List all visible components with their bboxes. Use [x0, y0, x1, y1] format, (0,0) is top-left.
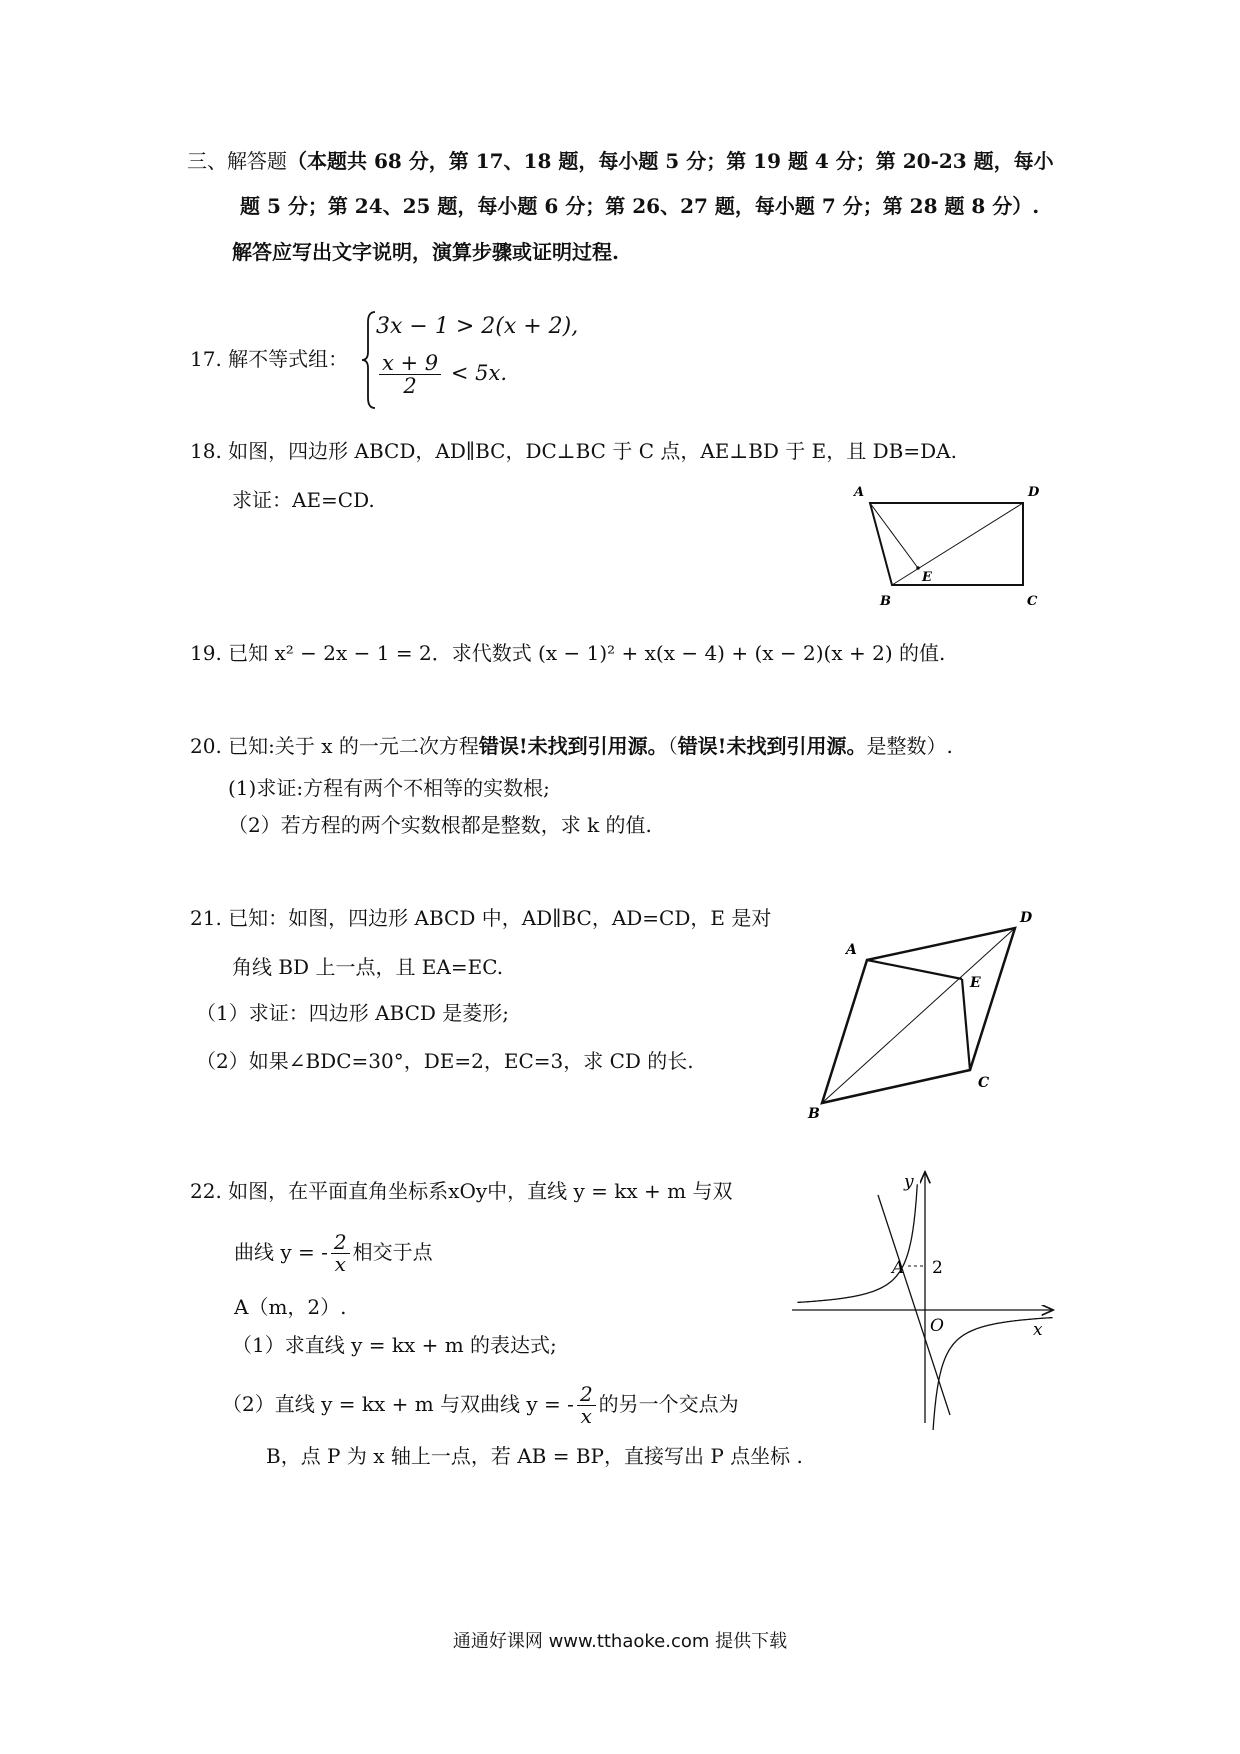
q22-label-o: O — [930, 1316, 944, 1336]
q18-statement: 18. 如图，四边形 ABCD，AD∥BC，DC⊥BC 于 C 点，AE⊥BD 于 E，且 DB=DA. — [190, 439, 957, 463]
q22-statement-line2 — [234, 1232, 433, 1275]
q18-label-e: E — [922, 570, 932, 585]
q22-fraction-numerator: 2 — [331, 1232, 350, 1254]
q20-error-ref-1: 错误!未找到引用源。 — [478, 734, 668, 758]
q18-label-b: B — [880, 594, 891, 609]
section-heading-scoring: （本题共 68 分，第 17、18 题，每小题 5 分；第 19 题 4 分；第 20-23 题，每小 — [287, 149, 1054, 173]
q22-part1: （1）求直线 y = kx + m 的表达式; — [232, 1333, 557, 1357]
q20-text-c: 是整数）. — [866, 734, 953, 758]
q18-diagonal-bd — [892, 503, 1023, 585]
q21-figure — [790, 900, 1050, 1130]
section-heading-prefix: 三、解答题 — [187, 149, 287, 173]
q22-label-a: A — [892, 1258, 905, 1278]
section-heading-line2: 题 5 分；第 24、25 题，每小题 6 分；第 26、27 题，每小题 7 分；第 28 题 8 分）. — [240, 194, 1040, 218]
q20-error-ref-2: 错误!未找到引用源。 — [677, 734, 867, 758]
q17-fraction-numerator: x + 9 — [379, 352, 441, 375]
q21-statement-line1: 21. 已知：如图，四边形 ABCD 中，AD∥BC，AD=CD，E 是对 — [190, 906, 772, 930]
q22-line — [878, 1195, 950, 1415]
q19-statement: 19. 已知 x² − 2x − 1 = 2．求代数式 (x − 1)² + x(x − 4) + (x − 2)(x + 2) 的值. — [190, 641, 946, 665]
q22-figure — [790, 1165, 1060, 1430]
q21-label-a: A — [846, 942, 857, 958]
section-instruction: 解答应写出文字说明，演算步骤或证明过程. — [232, 240, 619, 264]
q20-part2: （2）若方程的两个实数根都是整数，求 k 的值. — [228, 813, 652, 837]
q21-part1: （1）求证：四边形 ABCD 是菱形; — [196, 1001, 510, 1025]
q18-label-c: C — [1027, 594, 1038, 609]
q22-part2 — [222, 1384, 739, 1427]
q21-part2: （2）如果∠BDC=30°，DE=2，EC=3，求 CD 的长. — [196, 1049, 694, 1073]
q22-text-curve: 曲线 y = - — [234, 1240, 328, 1264]
q18-label-a: A — [854, 485, 865, 500]
q20-part1: (1)求证:方程有两个不相等的实数根; — [228, 776, 550, 800]
q22-label-x: x — [1033, 1320, 1043, 1340]
q21-label-c: C — [978, 1075, 990, 1091]
q21-label-b: B — [808, 1106, 820, 1122]
q17-label — [190, 346, 348, 372]
q17-prompt: 解不等式组： — [228, 347, 349, 371]
q17-fraction — [379, 352, 441, 397]
q20-text-a: 20. 已知:关于 x 的一元二次方程 — [190, 734, 479, 758]
q22-part2-text-a: （2）直线 y = kx + m 与双曲线 y = - — [222, 1392, 574, 1416]
q18-prove: 求证：AE=CD. — [232, 488, 375, 512]
q22-fraction — [331, 1232, 350, 1275]
q22-label-2: 2 — [932, 1258, 943, 1278]
q21-label-d: D — [1020, 910, 1033, 926]
section-heading-line1 — [187, 148, 1054, 174]
q18-label-d: D — [1028, 485, 1040, 500]
q17-inequality-2 — [376, 352, 507, 397]
q22-statement-line1: 22. 如图，在平面直角坐标系xOy中，直线 y = kx + m 与双 — [190, 1179, 733, 1203]
q18-segment-ae — [870, 503, 918, 568]
q22-part2-line2: B，点 P 为 x 轴上一点，若 AB = BP，直接写出 P 点坐标 . — [266, 1444, 803, 1468]
q21-label-e: E — [970, 975, 981, 991]
q17-inequality-1: 3x − 1 > 2(x + 2), — [376, 314, 579, 339]
q18-point-e — [916, 566, 920, 570]
q22-part2-fraction — [577, 1384, 596, 1427]
q20-text-b: （ — [667, 734, 678, 758]
q18-figure — [840, 480, 1070, 610]
q22-label-y: y — [904, 1172, 914, 1192]
q17-number: 17. — [190, 347, 222, 371]
q22-text-intersect: 相交于点 — [352, 1240, 433, 1264]
q21-statement-line2: 角线 BD 上一点，且 EA=EC. — [232, 955, 504, 979]
page-footer: 通通好课网 www.tthaoke.com 提供下载 — [452, 1631, 788, 1652]
q22-part2-fraction-numerator: 2 — [577, 1384, 596, 1406]
q22-point-a: A（m，2）. — [234, 1295, 347, 1319]
q22-part2-text-b: 的另一个交点为 — [598, 1392, 739, 1416]
q18-quadrilateral — [870, 503, 1023, 585]
q22-hyperbola-branch-left — [797, 1184, 917, 1302]
q21-segment-ec — [962, 979, 970, 1070]
q22-fraction-denominator: x — [334, 1252, 346, 1276]
q22-part2-fraction-denominator: x — [580, 1404, 592, 1428]
q17-inequality-2-rest: < 5x. — [450, 361, 507, 386]
q20-statement — [190, 733, 953, 759]
q17-fraction-denominator: 2 — [403, 374, 417, 399]
q21-segment-ea — [867, 960, 962, 979]
